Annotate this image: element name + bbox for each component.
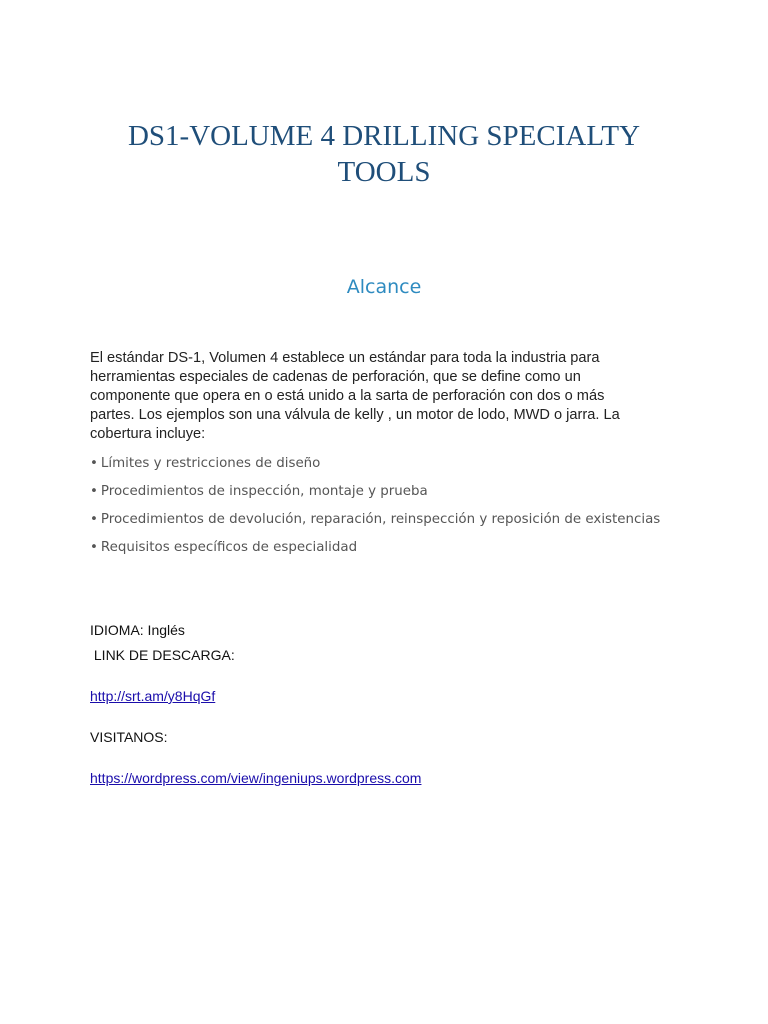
bullet-icon: • <box>90 484 98 499</box>
bullet-icon: • <box>90 456 98 471</box>
download-link[interactable]: http://srt.am/y8HqGf <box>90 688 216 704</box>
list-item <box>90 510 660 538</box>
intro-paragraph: El estándar DS-1, Volumen 4 establece un estándar para toda la industria para herramientas especiales de cadenas de perforación, que se define como un componente que opera en o está unido a la sarta de perforación con dos o más partes. Los ejemplos son una válvula de kelly , un motor de lodo, MWD o jarra. La cobertura incluye: <box>90 350 620 442</box>
list-item-text: Requisitos específicos de especialidad <box>100 540 358 555</box>
list-item-text: Procedimientos de devolución, reparación, reinspección y reposición de existencias <box>100 512 661 527</box>
list-item-text: Procedimientos de inspección, montaje y prueba <box>100 484 428 499</box>
visit-link[interactable]: https://wordpress.com/view/ingeniups.wordpress.com <box>90 770 422 786</box>
list-item <box>90 482 660 510</box>
list-item <box>90 454 660 482</box>
visit-label: VISITANOS: <box>90 729 168 745</box>
list-item <box>90 538 660 566</box>
download-label: LINK DE DESCARGA: <box>90 647 235 663</box>
list-item-text: Límites y restricciones de diseño <box>100 456 321 471</box>
bullet-icon: • <box>90 540 98 555</box>
document-title: DS1-VOLUME 4 DRILLING SPECIALTY TOOLS <box>127 120 641 188</box>
coverage-list <box>90 454 660 566</box>
section-heading-alcance: Alcance <box>346 276 422 298</box>
bullet-icon: • <box>90 512 98 527</box>
language-line: IDIOMA: Inglés <box>90 622 185 638</box>
